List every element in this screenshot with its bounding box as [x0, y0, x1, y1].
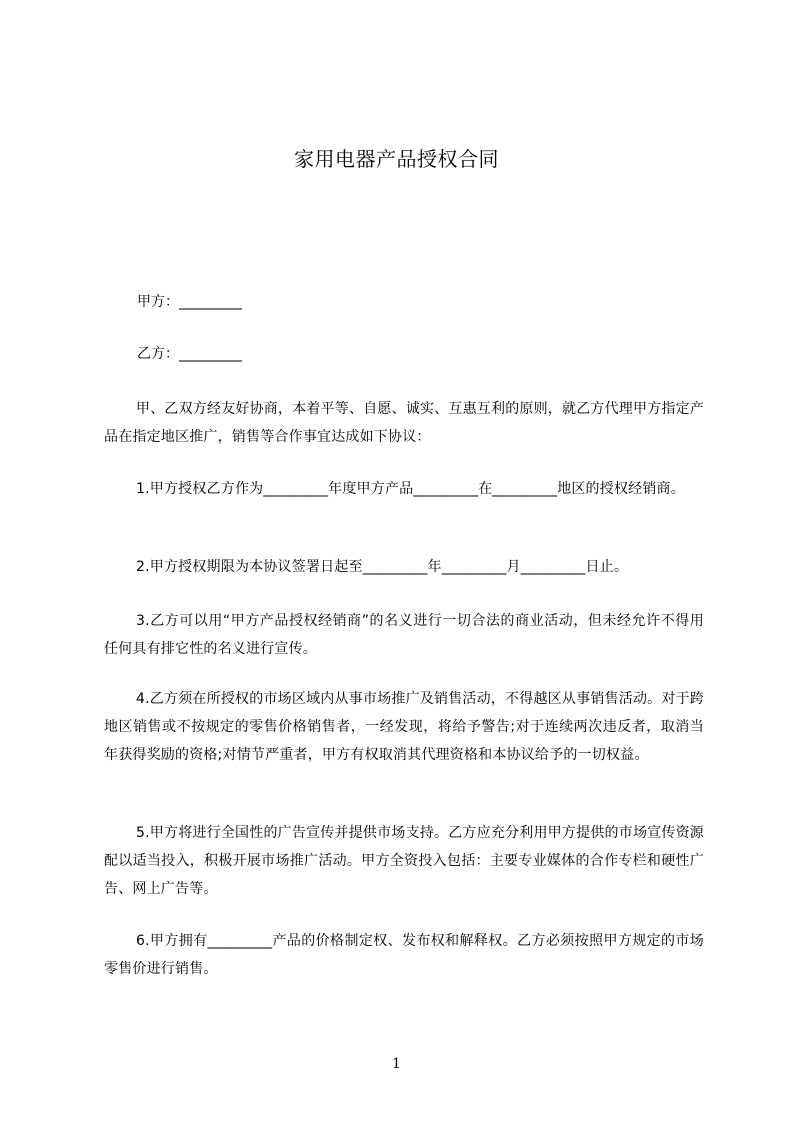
page-number: 1 — [392, 1056, 401, 1072]
intro-paragraph: 甲、乙双方经友好协商，本着平等、自愿、诚实、互惠互利的原则，就乙方代理甲方指定产品在指定地区推广，销售等合作事宜达成如下协议： — [104, 401, 704, 445]
clause-3: 3.乙方可以用“甲方产品授权经销商”的名义进行一切合法的商业活动，但未经允许不得用任何具有排它性的名义进行宣传。 — [104, 613, 704, 657]
clause-4: 4.乙方须在所授权的市场区域内从事市场推广及销售活动，不得越区从事销售活动。对于跨地区销售或不按规定的零售价格销售者，一经发现，将给予警告;对于连续两次违反者，取消当年获得奖励的资格;对情节严重者，甲方有权取消其代理资格和本协议给予的一切权益。 — [104, 691, 704, 763]
party-b-line: 乙方：_________ — [137, 346, 242, 362]
clause-2: 2.甲方授权期限为本协议签署日起至_________年_________月_________日止。 — [136, 559, 629, 575]
clause-6: 6.甲方拥有_________产品的价格制定权、发布权和解释权。乙方必须按照甲方规定的市场零售价进行销售。 — [104, 933, 704, 977]
clause-1: 1.甲方授权乙方作为_________年度甲方产品_________在_________地区的授权经销商。 — [136, 481, 685, 497]
party-a-line: 甲方：_________ — [137, 294, 242, 310]
document-title: 家用电器产品授权合同 — [294, 147, 499, 171]
clause-5: 5.甲方将进行全国性的广告宣传并提供市场支持。乙方应充分利用甲方提供的市场宣传资源配以适当投入，积极开展市场推广活动。甲方全资投入包括：主要专业媒体的合作专栏和硬性广告、网上广告等。 — [104, 825, 704, 897]
